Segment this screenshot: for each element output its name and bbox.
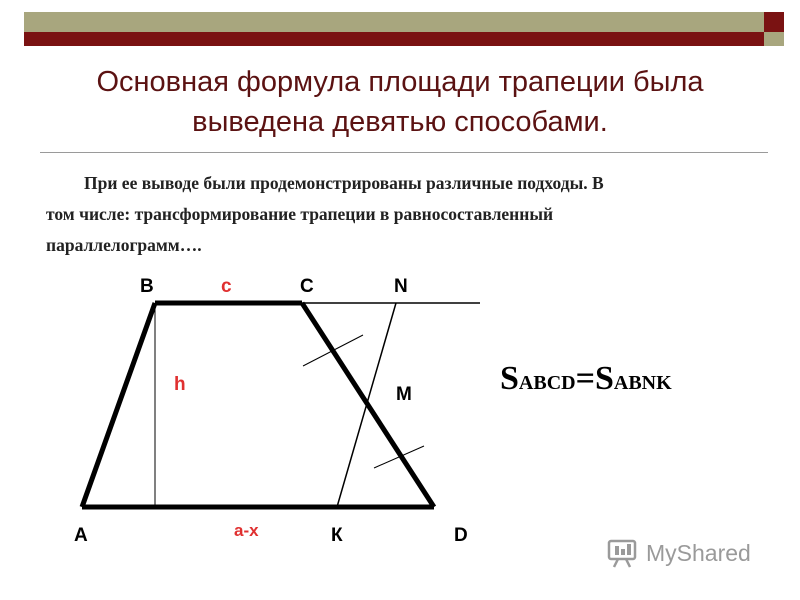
label-c-segment: c [221,276,232,297]
label-k: К [331,525,343,546]
label-a-minus-x: a-x [234,521,259,540]
formula-sub-abcd: ABCD [518,372,576,394]
logo-text: MyShared [646,540,751,566]
label-c: C [300,276,314,297]
formula-s-right: S [594,360,614,397]
paragraph-line-1: При ее выводе были продемонстрированы различные подходы. В [84,173,604,193]
myshared-logo [606,536,766,572]
formula-sub-abnk: ABNK [613,372,672,394]
label-d: D [454,525,468,546]
paragraph-line-2: том числе: трансформирование трапеции в равносоставленный [46,204,554,224]
side-cd [302,303,434,507]
tick-mark-cm [303,335,363,366]
area-formula [500,360,672,398]
label-n: N [394,276,408,297]
line-kn [337,303,396,507]
formula-equals: = [575,360,595,397]
side-ab [82,303,155,507]
label-b: B [140,276,154,297]
slide-title-line-1: Основная формула площади трапеции была [96,66,704,98]
slide-title-line-2: выведена девятью способами. [192,106,608,138]
label-a: A [74,525,88,546]
monitor-icon [606,536,642,572]
label-m: M [396,384,412,405]
label-h: h [174,374,186,395]
formula-s-left: S [500,360,519,397]
paragraph-line-3: параллелограмм…. [46,235,202,255]
